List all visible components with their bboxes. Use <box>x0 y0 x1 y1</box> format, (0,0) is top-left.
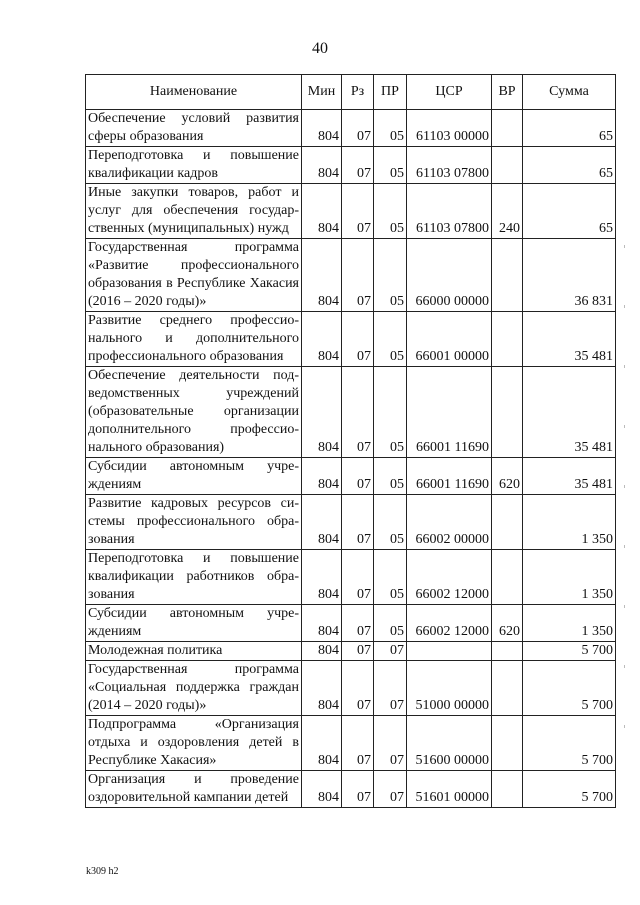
cell-pr: 05 <box>374 110 407 147</box>
cell-min: 804 <box>302 110 342 147</box>
cell-name: Государственная программа «Развитие профессионального образования в Республике Хакасия (2016 – 2020 годы)» <box>86 239 302 312</box>
cell-pr: 05 <box>374 239 407 312</box>
cell-sum: 1 350 <box>523 495 616 550</box>
cell-name: Переподготовка и повышение квалификации кадров <box>86 147 302 184</box>
cell-min: 804 <box>302 661 342 716</box>
table-row <box>86 239 616 312</box>
cell-name: Подпрограмма «Организация отдыха и оздоровления детей в Республике Хакасия» <box>86 716 302 771</box>
cell-min: 804 <box>302 239 342 312</box>
scan-edge-marks <box>624 245 625 765</box>
table-row <box>86 184 616 239</box>
cell-pr: 07 <box>374 661 407 716</box>
table-row <box>86 110 616 147</box>
cell-name: Организация и проведение оздоровительной кампании детей <box>86 771 302 808</box>
cell-sum: 1 350 <box>523 605 616 642</box>
cell-rz: 07 <box>342 661 374 716</box>
cell-rz: 07 <box>342 550 374 605</box>
cell-sum: 5 700 <box>523 716 616 771</box>
table-row <box>86 642 616 661</box>
cell-vr <box>492 661 523 716</box>
cell-pr: 05 <box>374 147 407 184</box>
cell-csr: 51000 00000 <box>407 661 492 716</box>
header-rz: Рз <box>342 75 374 110</box>
cell-sum: 36 831 <box>523 239 616 312</box>
cell-sum: 1 350 <box>523 550 616 605</box>
table-row <box>86 661 616 716</box>
cell-csr: 66002 00000 <box>407 495 492 550</box>
cell-sum: 5 700 <box>523 661 616 716</box>
cell-pr: 05 <box>374 312 407 367</box>
cell-min: 804 <box>302 495 342 550</box>
cell-pr: 05 <box>374 550 407 605</box>
table-row <box>86 495 616 550</box>
cell-rz: 07 <box>342 716 374 771</box>
cell-name: Развитие среднего профессионального и дополнительного профессионального образования <box>86 312 302 367</box>
cell-name: Субсидии автономным учреждениям <box>86 605 302 642</box>
cell-csr: 66002 12000 <box>407 550 492 605</box>
cell-sum: 65 <box>523 184 616 239</box>
cell-sum: 35 481 <box>523 312 616 367</box>
cell-rz: 07 <box>342 458 374 495</box>
cell-pr: 05 <box>374 495 407 550</box>
cell-sum: 5 700 <box>523 771 616 808</box>
cell-sum: 35 481 <box>523 367 616 458</box>
cell-vr <box>492 771 523 808</box>
cell-rz: 07 <box>342 605 374 642</box>
table-row <box>86 312 616 367</box>
page-number: 40 <box>312 40 328 57</box>
cell-vr <box>492 147 523 184</box>
table-row <box>86 716 616 771</box>
cell-csr: 61103 07800 <box>407 147 492 184</box>
header-sum: Сумма <box>523 75 616 110</box>
cell-pr: 07 <box>374 716 407 771</box>
cell-name: Молодежная политика <box>86 642 302 661</box>
header-csr: ЦСР <box>407 75 492 110</box>
cell-pr: 05 <box>374 184 407 239</box>
cell-min: 804 <box>302 605 342 642</box>
cell-csr: 66000 00000 <box>407 239 492 312</box>
cell-vr <box>492 642 523 661</box>
cell-name: Переподготовка и повышение квалификации работников образования <box>86 550 302 605</box>
cell-sum: 35 481 <box>523 458 616 495</box>
cell-csr: 51601 00000 <box>407 771 492 808</box>
cell-vr: 240 <box>492 184 523 239</box>
cell-vr <box>492 550 523 605</box>
cell-csr: 61103 07800 <box>407 184 492 239</box>
cell-csr: 66002 12000 <box>407 605 492 642</box>
cell-vr <box>492 495 523 550</box>
cell-rz: 07 <box>342 110 374 147</box>
cell-min: 804 <box>302 716 342 771</box>
cell-csr: 66001 00000 <box>407 312 492 367</box>
cell-vr: 620 <box>492 605 523 642</box>
cell-sum: 65 <box>523 110 616 147</box>
cell-name: Субсидии автономным учреждениям <box>86 458 302 495</box>
cell-csr: 66001 11690 <box>407 458 492 495</box>
cell-rz: 07 <box>342 771 374 808</box>
cell-rz: 07 <box>342 184 374 239</box>
cell-min: 804 <box>302 458 342 495</box>
cell-csr: 51600 00000 <box>407 716 492 771</box>
table-row <box>86 367 616 458</box>
cell-csr <box>407 642 492 661</box>
table-row <box>86 771 616 808</box>
cell-pr: 05 <box>374 367 407 458</box>
cell-min: 804 <box>302 147 342 184</box>
table-header-row <box>86 75 616 110</box>
header-min: Мин <box>302 75 342 110</box>
cell-name: Обеспечение условий развития сферы образования <box>86 110 302 147</box>
cell-pr: 05 <box>374 605 407 642</box>
cell-rz: 07 <box>342 312 374 367</box>
cell-sum: 5 700 <box>523 642 616 661</box>
cell-min: 804 <box>302 550 342 605</box>
cell-pr: 05 <box>374 458 407 495</box>
cell-name: Государственная программа «Социальная поддержка граждан (2014 – 2020 годы)» <box>86 661 302 716</box>
cell-min: 804 <box>302 312 342 367</box>
cell-pr: 07 <box>374 642 407 661</box>
cell-vr <box>492 312 523 367</box>
cell-name: Развитие кадровых ресурсов системы профессионального образования <box>86 495 302 550</box>
cell-vr <box>492 716 523 771</box>
cell-vr <box>492 239 523 312</box>
cell-rz: 07 <box>342 495 374 550</box>
cell-min: 804 <box>302 771 342 808</box>
cell-min: 804 <box>302 184 342 239</box>
cell-name: Обеспечение деятельности подведомственных учреждений (образовательные организации дополнительного профессионального образования) <box>86 367 302 458</box>
header-name: Наименование <box>86 75 302 110</box>
table-row <box>86 458 616 495</box>
footer-code: k309 h2 <box>86 866 119 877</box>
cell-rz: 07 <box>342 147 374 184</box>
cell-pr: 07 <box>374 771 407 808</box>
cell-vr <box>492 110 523 147</box>
cell-min: 804 <box>302 367 342 458</box>
cell-min: 804 <box>302 642 342 661</box>
cell-sum: 65 <box>523 147 616 184</box>
cell-name: Иные закупки товаров, работ и услуг для обеспечения государственных (муниципальных) нужд <box>86 184 302 239</box>
cell-csr: 66001 11690 <box>407 367 492 458</box>
budget-table <box>85 74 616 808</box>
header-pr: ПР <box>374 75 407 110</box>
cell-vr: 620 <box>492 458 523 495</box>
table-row <box>86 550 616 605</box>
cell-vr <box>492 367 523 458</box>
cell-rz: 07 <box>342 367 374 458</box>
header-vr: ВР <box>492 75 523 110</box>
cell-rz: 07 <box>342 239 374 312</box>
cell-rz: 07 <box>342 642 374 661</box>
table-row <box>86 147 616 184</box>
table-row <box>86 605 616 642</box>
cell-csr: 61103 00000 <box>407 110 492 147</box>
